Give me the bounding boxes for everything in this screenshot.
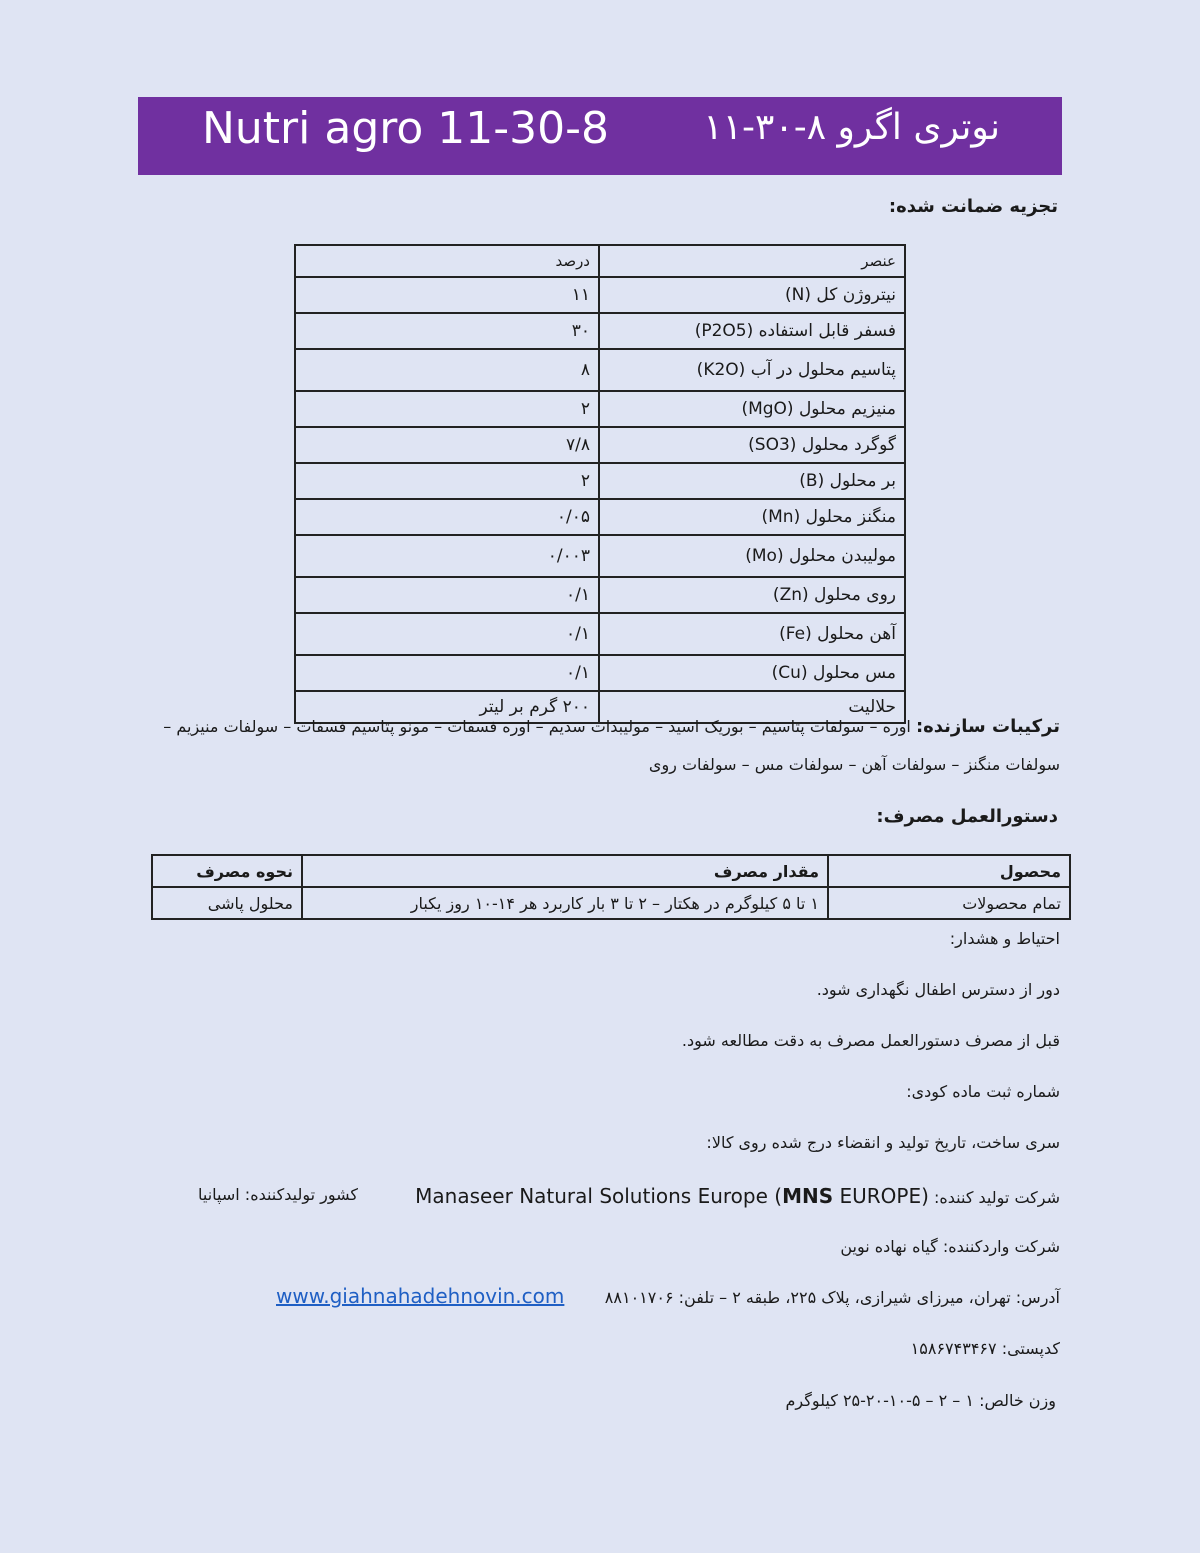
analysis-value: ۲ (295, 391, 599, 427)
analysis-row (295, 613, 905, 655)
analysis-value: ۰/۱ (295, 613, 599, 655)
analysis-row (295, 463, 905, 499)
manufacturer-name (415, 1184, 929, 1208)
analysis-value: ۰/۱ (295, 577, 599, 613)
postal-code: کدپستی: ۱۵۸۶۷۴۳۴۶۷ (910, 1339, 1060, 1358)
usage-row (152, 887, 1070, 919)
usage-product: تمام محصولات (828, 887, 1070, 919)
composition-label: ترکیبات سازنده: (915, 716, 1060, 737)
analysis-row (295, 313, 905, 349)
manufacturer-name-part: EUROPE) (833, 1184, 929, 1208)
analysis-row (295, 349, 905, 391)
analysis-element: بر محلول (B) (599, 463, 905, 499)
analysis-element: منگنز محلول (Mn) (599, 499, 905, 535)
analysis-value: ۱۱ (295, 277, 599, 313)
usage-heading: دستورالعمل مصرف: (876, 806, 1058, 827)
col-percent-header: درصد (295, 245, 599, 277)
manufacturer-name-bold: MNS (782, 1184, 834, 1208)
analysis-value: ۲ (295, 463, 599, 499)
analysis-element: گوگرد محلول (SO3) (599, 427, 905, 463)
analysis-row (295, 391, 905, 427)
analysis-heading: تجزیه ضمانت شده: (888, 196, 1058, 217)
analysis-element: آهن محلول (Fe) (599, 613, 905, 655)
analysis-value: ۷/۸ (295, 427, 599, 463)
analysis-value: ۲۰۰ گرم بر لیتر (295, 691, 599, 723)
analysis-value: ۰/۰۵ (295, 499, 599, 535)
analysis-element: نیتروژن کل (N) (599, 277, 905, 313)
analysis-value: ۰/۰۰۳ (295, 535, 599, 577)
col-amount-header: مقدار مصرف (302, 855, 828, 887)
title-banner (138, 97, 1062, 175)
manufacturer (415, 1184, 1060, 1208)
analysis-row (295, 427, 905, 463)
composition-line-2: سولفات منگنز – سولفات آهن – سولفات مس – سولفات روی (648, 755, 1060, 774)
caution-read-instructions: قبل از مصرف دستورالعمل مصرف به دقت مطالعه شود. (681, 1031, 1060, 1050)
website-link[interactable]: www.giahnahadehnovin.com (276, 1284, 565, 1308)
analysis-element: حلالیت (599, 691, 905, 723)
manufacturer-label: شرکت تولید کننده: (934, 1188, 1060, 1207)
analysis-value: ۳۰ (295, 313, 599, 349)
batch-info: سری ساخت، تاریخ تولید و انقضاء درج شده روی کالا: (706, 1133, 1060, 1152)
caution-children: دور از دسترس اطفال نگهداری شود. (816, 980, 1060, 999)
analysis-row (295, 499, 905, 535)
usage-header-row (152, 855, 1070, 887)
analysis-element: روی محلول (Zn) (599, 577, 905, 613)
analysis-element: پتاسیم محلول در آب (K2O) (599, 349, 905, 391)
title-english: Nutri agro 11-30-8 (202, 103, 609, 154)
analysis-value: ۰/۱ (295, 655, 599, 691)
usage-table (151, 854, 1071, 920)
analysis-element: مس محلول (Cu) (599, 655, 905, 691)
analysis-element: مولیبدن محلول (Mo) (599, 535, 905, 577)
country-of-origin: کشور تولیدکننده: اسپانیا (198, 1185, 359, 1204)
analysis-element: منیزیم محلول (MgO) (599, 391, 905, 427)
analysis-table (294, 244, 906, 724)
analysis-row (295, 577, 905, 613)
analysis-element: فسفر قابل استفاده (P2O5) (599, 313, 905, 349)
importer: شرکت واردکننده: گیاه نهاده نوین (840, 1237, 1060, 1256)
usage-method: محلول پاشی (152, 887, 302, 919)
col-element-header: عنصر (599, 245, 905, 277)
col-product-header: محصول (828, 855, 1070, 887)
analysis-row (295, 535, 905, 577)
manufacturer-name-part: Manaseer Natural Solutions Europe ( (415, 1184, 783, 1208)
net-weight: وزن خالص: ۱ – ۲ – ۵-۱۰-۲۰-۲۵ کیلوگرم (785, 1391, 1056, 1410)
composition-text-1: اوره – سولفات پتاسیم – بوریک اسید – مولیبدات سدیم – اوره فسفات – مونو پتاسیم فسفات – سولفات منیزیم – (163, 717, 911, 736)
analysis-value: ۸ (295, 349, 599, 391)
composition-line-1 (163, 716, 1060, 737)
caution-label: احتیاط و هشدار: (949, 929, 1060, 948)
analysis-row (295, 277, 905, 313)
analysis-header-row (295, 245, 905, 277)
analysis-row (295, 655, 905, 691)
usage-amount: ۱ تا ۵ کیلوگرم در هکتار – ۲ تا ۳ بار کاربرد هر ۱۴-۱۰ روز یکبار (302, 887, 828, 919)
registration-number: شماره ثبت ماده کودی: (906, 1082, 1060, 1101)
address: آدرس: تهران، میرزای شیرازی، پلاک ۲۲۵، طبقه ۲ – تلفن: ۸۸۱۰۱۷۰۶ (604, 1288, 1060, 1307)
col-method-header: نحوه مصرف (152, 855, 302, 887)
title-persian: نوتری اگرو ۸-۳۰-۱۱ (703, 107, 1000, 148)
